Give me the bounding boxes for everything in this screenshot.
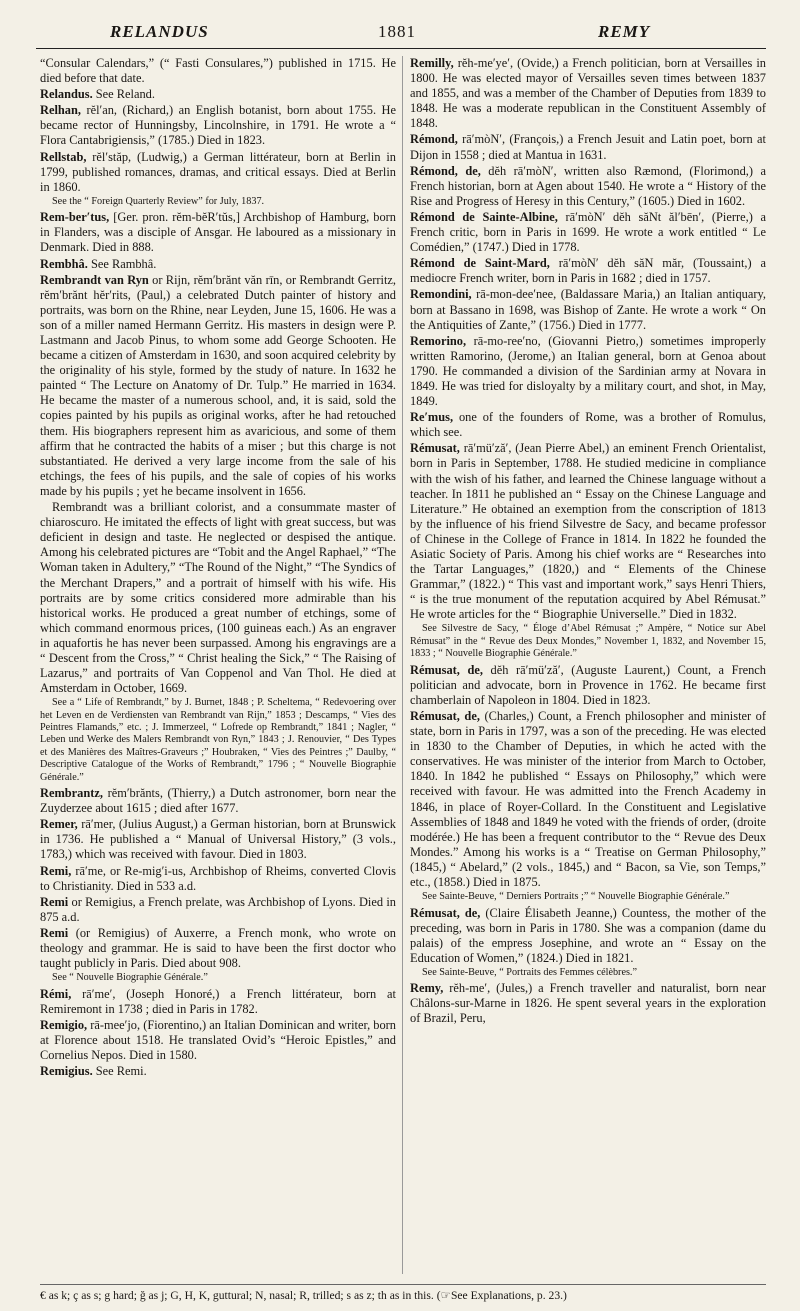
page-number: 1881 xyxy=(378,22,416,41)
entry-text: rā′mòN′ dĕh săNt ăl′bēn′, (Pierre,) a French critic, born in Paris in 1699. He wrote a work entitled “ Le Comédien,” (1747.) Died in 1778. xyxy=(410,209,766,255)
dictionary-entry xyxy=(40,786,396,816)
dictionary-entry xyxy=(40,817,396,862)
dictionary-entry xyxy=(410,410,766,440)
entry-headword: Remi xyxy=(40,894,69,909)
entry-text: rĕh-me′ye′, (Ovide,) a French politician, born at Versailles in 1800. He was elected mayor of Versailles seven times between 1837 and 1855, and was a member of the Chamber of Deputies from 1839 to 1848. He was a moderate republican in the Constituent Assembly of 1848. xyxy=(410,56,766,131)
entry-text: or Remigius, a French prelate, was Archbishop of Lyons. Died in 875 a.d. xyxy=(40,894,396,924)
entry-paragraph: “Consular Calendars,” (“ Fasti Consulares,”) published in 1715. He died before that date. xyxy=(40,56,396,86)
entry-paragraph: Rembrandt was a brilliant colorist, and a consummate master of chiaroscuro. He imitated the effects of light with great success, but was deficient in design and taste. He neglected or despised the antique. Among his celebrated pictures are “Tobit and the Angel Raphael,” “The Woman taken in Adultery,” “The Round of the Night,” “The Syndics of the Merchant Drapers,” and a portrait of himself with his wife. His portraits are by some critics considered more admirable than his historical works. He produced a great number of etchings, some of which command enormous prices, (100 guineas each.) As an engraver in aquafortis he has never been surpassed. Among his engravings are a “ Descent from the Cross,” “ Christ healing the Sick,” “ The Raising of Lazarus,” and portraits of Van Coppenol and Van Thol. He died at Amsterdam in October, 1669. xyxy=(40,500,396,696)
entry-headword: Rémond, de, xyxy=(410,163,481,178)
entry-headword: Rembhâ. xyxy=(40,256,88,271)
pronunciation-footer: € as k; ç as s; g hard; ğ as j; G, H, K, guttural; N, nasal; R, trilled; s as z; th as in this. (☞See Explanations, p. 23.) xyxy=(40,1284,766,1302)
entry-text: (Charles,) Count, a French philosopher and minister of state, born in Paris in 1797, was a son of the preceding. He was elected in 1830 to the Chamber of Deputies, in which he acted with the conservatives. He was minister of the interior from March to October, 1840. In 1842 he published “ Essays on Philosophy,” which were received with favour. He was admitted into the French Academy in 1846, in place of Royer-Collard. In the Constituent and Legislative Assemblies of 1848 and 1849 he voted with the friends of order, (droite modérée.) He has been a frequent contributor to the “ Revue des Deux Mondes.” Among his works is a “ Treatise on German Philosophy,” (1845,) “ Abelard,” (2 vols., 1845,) and “ Bacon, sa Vie, son Temps,” etc., (1858.) Died in 1875. xyxy=(410,708,766,889)
entry-headword: Rem-ber′tus, xyxy=(40,210,110,225)
entry-headword: Remi xyxy=(40,925,69,940)
header-rule xyxy=(36,48,766,49)
dictionary-entry xyxy=(40,87,396,102)
reference-note: See Sainte-Beuve, “ Portraits des Femmes célèbres.” xyxy=(422,966,638,978)
entry-headword: Remigio, xyxy=(40,1017,88,1032)
entry-headword: Remorino, xyxy=(410,333,467,348)
dictionary-entry xyxy=(410,256,766,286)
entry-headword: Rembrantz, xyxy=(40,786,103,801)
dictionary-entry xyxy=(40,1064,396,1079)
entry-text: rā′mer, (Julius August,) a German historian, born at Brunswick in 1736. He published a “ Manual of Universal History,” (3 vols., 1783,) which was received with favour. Died in 1803. xyxy=(40,817,396,862)
entry-headword: Rellstab, xyxy=(40,149,87,164)
dictionary-entry xyxy=(410,210,766,255)
entry-text: rā′me′, (Joseph Honoré,) a French littérateur, born at Remiremont in 1738 ; died in Paris in 1782. xyxy=(40,986,396,1016)
entry-text: rĕl′stăp, (Ludwig,) a German littérateur, born at Berlin in 1799, published romances, dramas, and critical essays. Died at Berlin in 1860. xyxy=(40,149,396,194)
reference-note: See the “ Foreign Quarterly Review” for July, 1837. xyxy=(52,195,265,207)
dictionary-entry xyxy=(410,663,766,708)
entry-text: (or Remigius) of Auxerre, a French monk, who wrote on theology and grammar. He is said to have been the first doctor who taught publicly in Paris. Died about 908. xyxy=(40,925,396,971)
entry-text: See Remi. xyxy=(92,1064,147,1079)
column-divider xyxy=(402,56,403,1274)
entry-text: See Reland. xyxy=(92,87,155,102)
header-right: REMY xyxy=(598,22,651,41)
entry-headword: Rémi, xyxy=(40,986,72,1001)
dictionary-entry xyxy=(40,987,396,1017)
entry-headword: Remilly, xyxy=(410,56,454,70)
entry-text: rā′me, or Re-mig′i-us, Archbishop of Rheims, converted Clovis to Christianity. Died in 533 a.d. xyxy=(40,863,396,893)
entry-headword: Relandus. xyxy=(40,87,93,102)
entry-headword: Remondini, xyxy=(410,287,472,302)
entry-text: dĕh rā′mòN′, written also Ræmond, (Florimond,) a French historian, born at Agen about 1540. He wrote a “ History of the Rise and Progress of Heresy in this Century,” (1605.) Died in 1602. xyxy=(410,163,766,208)
dictionary-entry xyxy=(40,1018,396,1063)
entry-headword: Remigius. xyxy=(40,1064,93,1079)
entry-text: one of the founders of Rome, was a brother of Romulus, which see. xyxy=(410,410,766,440)
entry-headword: Rémond de Sainte-Albine, xyxy=(410,209,558,224)
entry-headword: Rémusat, xyxy=(410,441,460,456)
dictionary-entry xyxy=(410,709,766,890)
dictionary-entry xyxy=(410,334,766,409)
dictionary-entry xyxy=(40,926,396,971)
entry-text: rā′mòN′ dĕh săN măr, (Toussaint,) a mediocre French writer, born in Paris in 1682 ; died in 1757. xyxy=(410,256,766,286)
entry-text: See Rambhâ. xyxy=(87,256,157,271)
dictionary-entry xyxy=(40,895,396,925)
entry-headword: Remy, xyxy=(410,981,444,996)
entry-text: rĕh-me′, (Jules,) a French traveller and naturalist, born near Châlons-sur-Marne in 1826. He spent several years in the exploration of Brazil, Peru, xyxy=(410,981,766,1026)
entry-text: rĕl′an, (Richard,) an English botanist, born about 1755. He became rector of Hunningsby, Lincolnshire, in 1791. He wrote a “ Flora Cantabrigiensis,” (1785.) Died in 1823. xyxy=(40,103,396,148)
entry-headword: Remer, xyxy=(40,817,78,832)
reference-note: See Silvestre de Sacy, “ Éloge d’Abel Rémusat ;” Ampère, “ Notice sur Abel Rémusat” in the “ Revue des Deux Mondes,” November 1, 1832, and November 15, 1833 ; “ Nouvelle Biographie Générale.” xyxy=(410,623,766,660)
entry-headword: Rémond de Saint-Mard, xyxy=(410,256,550,271)
header-left: RELANDUS xyxy=(110,22,209,41)
entry-text: dĕh rā′mü′ză′, (Auguste Laurent,) Count, a French politician and advocate, born in Provence in 1762. He became first chamberlain of Napoleon in 1804. Died in 1823. xyxy=(410,662,766,707)
entry-text: rā′mü′ză′, (Jean Pierre Abel,) an eminent French Orientalist, born in Paris in September, 1788. He studied medicine in compliance with the wish of his father, and learned the Chinese language without a teacher. In 1811 he published an “ Essay on the Chinese Language and Literature.” He obtained an exemption from the conscription of 1813 by the influence of his friend Silvestre de Sacy, and became professor of Chinese in the College of France in 1814. In 1822 he founded the Asiatic Society of Paris. Among his chief works are “ Researches into the Tartar Languages,” (1820,) and “ Elements of the Chinese Grammar,” (1822.) “ This vast and important work,” says Henri Thiers, “ is the true monument of the reputation acquired by Abel Rémusat.” He wrote articles for the “ Biographie Universelle.” Died in 1832. xyxy=(410,441,766,622)
entry-text: rā-mon-dee′nee, (Baldassare Maria,) an Italian antiquary, born at Bassano in 1698, was Bishop of Zante. He wrote a work “ On the Antiquities of Zante,” (1756.) Died in 1777. xyxy=(410,287,766,332)
entry-text: (Claire Élisabeth Jeanne,) Countess, the mother of the preceding, was born in Paris in 1780. She was a companion (dame du palais) of the empress Josephine, and wrote an “ Essay on the Education of Women,” (1824.) Died in 1821. xyxy=(410,905,766,965)
dictionary-entry xyxy=(410,56,766,131)
running-header xyxy=(0,22,800,50)
entry-headword: Rembrandt van Ryn xyxy=(40,272,149,287)
dictionary-entry xyxy=(40,273,396,499)
dictionary-entry xyxy=(410,441,766,622)
left-column xyxy=(40,56,396,1274)
entry-text: [Ger. pron. rĕm-bĕR′tŭs,] Archbishop of Hamburg, born in Flanders, was a disciple of Ansgar. He laboured as a missionary in Denmark. Died in 888. xyxy=(40,210,396,255)
entry-text: or Rijn, rĕm′brănt văn rīn, or Rembrandt Gerritz, rĕm′brănt hĕr′rits, (Paul,) a celebrated Dutch painter of history and portraits, was born on the Rhine, near Leyden, June 15, 1606. He was a son of a miller named Hermann Gerritz. His masters in design were P. Lastmann and Jacob Pinus, to whom some add George Schooten. He became a citizen of Amsterdam in 1630, and soon acquired celebrity by the originality of his style, formed by the study of nature. In 1632 he painted “ The Lecture on Anatomy of Dr. Tulp.” He married in 1634. He became the master of a numerous school, and, it is said, sold the copies painted by his pupils as original works, after he had retouched them. His biographers represent him as avaricious, and some of them affirm that he contracted the habits of a miser ; but this charge is not substantiated. He derived a very large income from the sale of his etchings, the fees of his pupils, and the sale of copies of his works made by his pupils ; yet he became insolvent in 1656. xyxy=(40,272,396,498)
entry-headword: Re′mus, xyxy=(410,410,454,425)
dictionary-entry xyxy=(40,210,396,255)
entry-headword: Rémusat, de, xyxy=(410,905,481,920)
entry-headword: Rémusat, de, xyxy=(410,708,480,723)
right-column xyxy=(410,56,766,1274)
entry-text: rā′mòN′, (François,) a French Jesuit and Latin poet, born at Dijon in 1558 ; died at Mantua in 1631. xyxy=(410,132,766,162)
dictionary-entry xyxy=(410,981,766,1026)
entry-headword: Relhan, xyxy=(40,103,81,118)
entry-text: rā-mee′jo, (Fiorentino,) an Italian Dominican and writer, born at Florence about 1518. He translated Ovid’s “Heroic Epistles,” and Cornelius Nepos. Died in 1580. xyxy=(40,1017,396,1062)
entry-headword: Rémond, xyxy=(410,132,458,147)
entry-text: rā-mo-ree′no, (Giovanni Pietro,) sometimes improperly written Ramorino, (Jerome,) an Italian general, born at Genoa about 1790. He commanded a division of the Sardinian army at Novara in 1849. He was tried for disloyalty by a military court, and shot, in May, 1849. xyxy=(410,333,766,409)
reference-note: See “ Nouvelle Biographie Générale.” xyxy=(52,972,208,984)
dictionary-entry xyxy=(40,150,396,195)
dictionary-entry xyxy=(410,906,766,966)
dictionary-entry xyxy=(410,164,766,209)
dictionary-entry xyxy=(410,132,766,162)
reference-note: See a “ Life of Rembrandt,” by J. Burnet, 1848 ; P. Scheltema, “ Redevoering over het Leven en de Verdiensten van Rembrandt van Rijn,” 1853 ; Descamps, “ Vies des Peintres Flamands,” etc. ; J. Immerzeel, “ Lofrede op Rembrandt,” 1841 ; Nagler, “ Leben und Werke des Malers Rembrandt von Ryn,” 1843 ; J. Renouvier, “ Des Types et des Manières des Maîtres-Graveurs ;” Houbraken, “ Vies des Peintres ;” Daulby, “ Descriptive Catalogue of the Works of Rembrandt,” 1796 ; “ Nouvelle Biographie Générale.” xyxy=(40,697,396,783)
entry-headword: Remi, xyxy=(40,863,72,878)
entry-headword: Rémusat, de, xyxy=(410,662,483,677)
dictionary-entry xyxy=(410,287,766,332)
entry-text: rĕm′brănts, (Thierry,) a Dutch astronomer, born near the Zuyderzee about 1615 ; died after 1677. xyxy=(40,786,396,816)
reference-note: See Sainte-Beuve, “ Derniers Portraits ;” “ Nouvelle Biographie Générale.” xyxy=(422,891,730,903)
dictionary-entry xyxy=(40,864,396,894)
dictionary-entry xyxy=(40,103,396,148)
dictionary-entry xyxy=(40,257,396,272)
